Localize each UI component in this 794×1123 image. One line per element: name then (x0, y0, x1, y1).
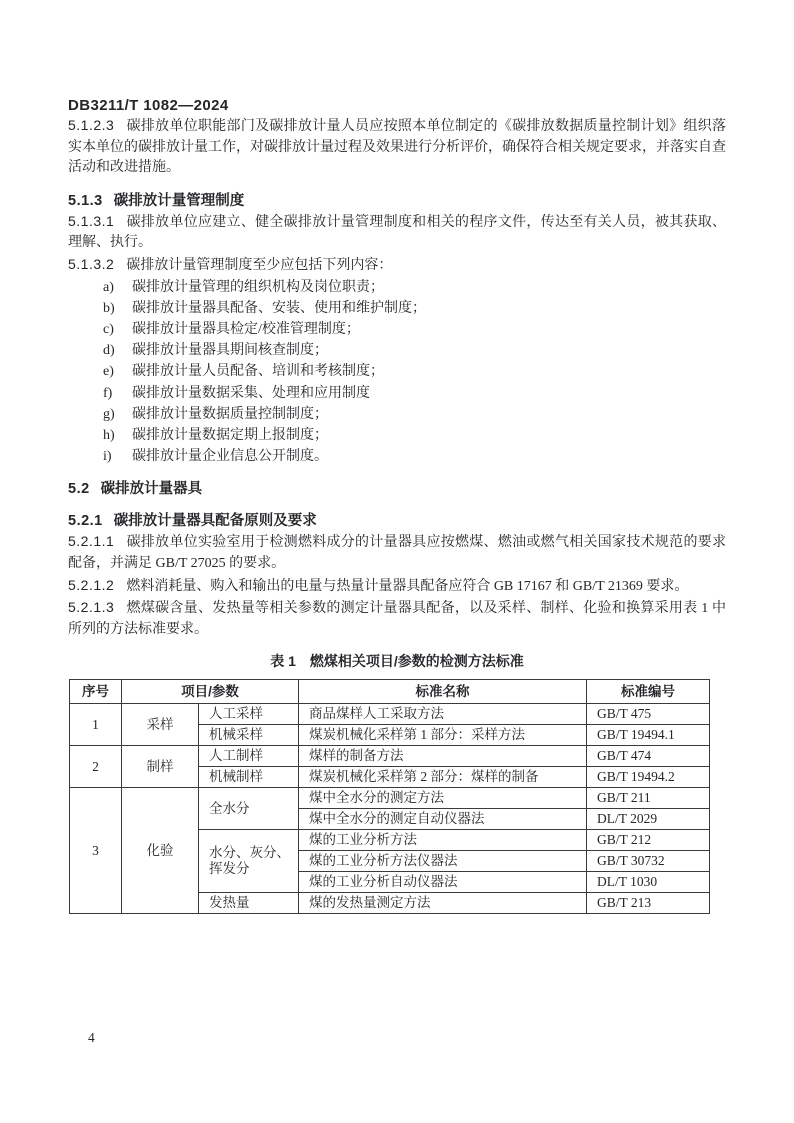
table-row (70, 704, 710, 725)
doc-number-header: DB3211/T 1082—2024 (68, 97, 229, 114)
list-item-c (103, 319, 726, 340)
list-item-text: 碳排放计量器具期间核查制度； (132, 343, 328, 359)
clause-5212 (68, 575, 726, 598)
enumerated-list (103, 277, 726, 468)
cell-seq: 2 (70, 746, 122, 788)
list-item-h (103, 425, 726, 446)
cell-seq: 3 (70, 788, 122, 914)
clause-text: 燃煤碳含量、发热量等相关参数的测定计量器具配备，以及采样、制样、化验和换算采用表 1 中所列的方法标准要求。 (68, 601, 726, 637)
list-item-text: 碳排放计量数据质量控制制度； (132, 406, 328, 422)
heading-52 (68, 480, 726, 499)
cell-item: 制样 (122, 746, 199, 788)
clause-number: 5.1.3.1 (68, 212, 115, 229)
heading-number: 5.1.3 (68, 192, 103, 209)
clause-text: 碳排放单位实验室用于检测燃料成分的计量器具应按燃煤、燃油或燃气相关国家技术规范的要求配备，并满足 GB/T 27025 的要求。 (68, 535, 726, 571)
cell-code: GB/T 474 (587, 746, 710, 767)
list-item-b (103, 298, 726, 319)
cell-code: GB/T 30732 (587, 851, 710, 872)
table-title: 表 1 燃煤相关项目/参数的检测方法标准 (270, 653, 524, 670)
table-header-row (70, 680, 710, 704)
cell-sub: 机械制样 (199, 767, 299, 788)
cell-sub: 机械采样 (199, 725, 299, 746)
column-header-code: 标准编号 (587, 680, 710, 704)
cell-sub: 人工制样 (199, 746, 299, 767)
list-item-text: 碳排放计量器具检定/校准管理制度； (132, 321, 360, 337)
clause-5131 (68, 211, 726, 254)
clause-text: 碳排放单位应建立、健全碳排放计量管理制度和相关的程序文件，传达至有关人员，被其获取、理解、执行。 (68, 214, 726, 251)
cell-name: 煤的工业分析自动仪器法 (299, 872, 587, 893)
clause-number: 5.2.1.1 (68, 533, 115, 550)
list-item-label: h) (103, 427, 115, 443)
list-item-g (103, 404, 726, 425)
cell-code: GB/T 19494.1 (587, 725, 710, 746)
cell-seq: 1 (70, 704, 122, 746)
column-header-item: 项目/参数 (122, 680, 299, 704)
cell-name: 煤炭机械化采样第 1 部分：采样方法 (299, 725, 587, 746)
cell-code: GB/T 19494.2 (587, 767, 710, 788)
list-item-label: d) (103, 343, 115, 359)
list-item-label: c) (103, 321, 114, 337)
list-item-text: 碳排放计量企业信息公开制度。 (132, 449, 328, 465)
cell-name: 煤的工业分析方法 (299, 830, 587, 851)
cell-name: 煤的发热量测定方法 (299, 893, 587, 914)
heading-number: 5.2 (68, 481, 90, 498)
clause-number: 5.2.1.2 (68, 576, 115, 593)
clause-number: 5.1.3.2 (68, 255, 115, 272)
clause-5123 (68, 115, 726, 179)
column-header-name: 标准名称 (299, 680, 587, 704)
cell-code: DL/T 2029 (587, 809, 710, 830)
list-item-label: b) (103, 300, 115, 316)
heading-title: 碳排放计量管理制度 (113, 192, 245, 209)
list-item-e (103, 361, 726, 382)
clause-5211 (68, 531, 726, 574)
cell-sub: 人工采样 (199, 704, 299, 725)
list-item-label: a) (103, 279, 114, 295)
heading-number: 5.2.1 (68, 513, 103, 530)
heading-title: 碳排放计量器具 (100, 481, 203, 498)
table-row (70, 746, 710, 767)
list-item-f (103, 383, 726, 404)
cell-name: 煤样的制备方法 (299, 746, 587, 767)
heading-521 (68, 512, 726, 531)
cell-code: GB/T 211 (587, 788, 710, 809)
column-header-seq: 序号 (70, 680, 122, 704)
cell-sub: 全水分 (199, 788, 299, 830)
clause-number: 5.1.2.3 (68, 117, 115, 133)
list-item-text: 碳排放计量器具配备、安装、使用和维护制度； (132, 300, 426, 316)
list-item-label: g) (103, 406, 115, 422)
clause-text: 碳排放单位职能部门及碳排放计量人员应按照本单位制定的《碳排放数据质量控制计划》组织落实本单位的碳排放计量工作，对碳排放计量过程及效果进行分析评价，确保符合相关规定要求，并落实自查活动和改进措施。 (68, 119, 726, 176)
table-row (70, 788, 710, 809)
cell-code: DL/T 1030 (587, 872, 710, 893)
list-item-d (103, 340, 726, 361)
clause-5132 (68, 254, 726, 277)
list-item-label: f) (103, 385, 113, 401)
list-item-a (103, 277, 726, 298)
list-item-label: e) (103, 364, 114, 380)
list-item-text: 碳排放计量管理的组织机构及岗位职责； (132, 279, 384, 295)
page-number: 4 (88, 1030, 95, 1045)
list-item-text: 碳排放计量数据定期上报制度； (132, 427, 328, 443)
cell-item: 化验 (122, 788, 199, 914)
cell-sub: 水分、灰分、挥发分 (199, 830, 299, 893)
cell-name: 煤炭机械化采样第 2 部分：煤样的制备 (299, 767, 587, 788)
cell-code: GB/T 213 (587, 893, 710, 914)
clause-text: 碳排放计量管理制度至少应包括下列内容： (126, 257, 393, 273)
cell-name: 商品煤样人工采取方法 (299, 704, 587, 725)
cell-sub: 发热量 (199, 893, 299, 914)
clause-5213 (68, 597, 726, 640)
cell-code: GB/T 475 (587, 704, 710, 725)
heading-title: 碳排放计量器具配备原则及要求 (113, 513, 317, 530)
cell-code: GB/T 212 (587, 830, 710, 851)
list-item-text: 碳排放计量数据采集、处理和应用制度 (132, 385, 370, 401)
clause-number: 5.2.1.3 (68, 599, 115, 616)
cell-name: 煤中全水分的测定方法 (299, 788, 587, 809)
list-item-i (103, 446, 726, 467)
clause-text: 燃料消耗量、购入和输出的电量与热量计量器具配备应符合 GB 17167 和 GB/T 21369 要求。 (126, 578, 689, 594)
list-item-text: 碳排放计量人员配备、培训和考核制度； (132, 364, 384, 380)
method-standards-table (69, 679, 710, 914)
cell-item: 采样 (122, 704, 199, 746)
cell-name: 煤的工业分析方法仪器法 (299, 851, 587, 872)
cell-name: 煤中全水分的测定自动仪器法 (299, 809, 587, 830)
heading-513 (68, 192, 726, 211)
list-item-label: i) (103, 449, 112, 465)
